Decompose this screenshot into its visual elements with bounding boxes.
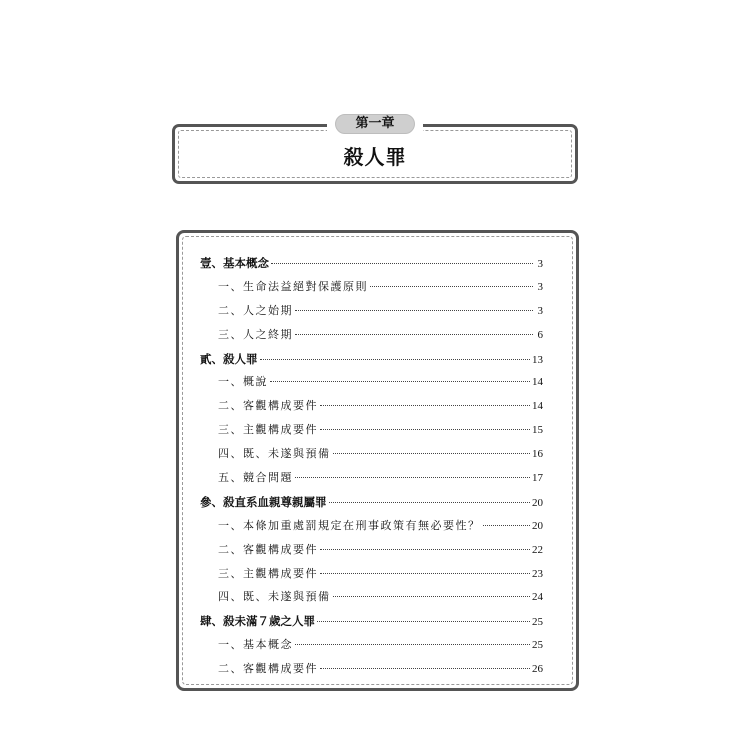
toc-entry-title: 一、生命法益絕對保護原則 (218, 279, 368, 293)
toc-entry-title: 一、基本概念 (218, 638, 293, 652)
toc-entry[interactable] (200, 374, 543, 398)
toc-entry-title: 肆、殺未滿７歲之人罪 (200, 614, 315, 629)
toc-entry[interactable] (200, 613, 543, 637)
toc-entry-title: 壹、基本概念 (200, 256, 269, 270)
toc-page-number: 6 (537, 328, 543, 341)
toc-entry[interactable] (200, 566, 543, 590)
toc-entry-title: 參、殺直系血親尊親屬罪 (200, 494, 327, 509)
toc-leader-dots (320, 429, 530, 430)
toc-entry-title: 一、本條加重處罰規定在刑事政策有無必要性？ (218, 518, 481, 532)
toc-leader-dots (317, 621, 530, 622)
toc-page-number: 3 (537, 304, 543, 317)
toc-entry-title: 四、既、未遂與預備 (218, 447, 331, 461)
toc-entry[interactable] (200, 494, 543, 518)
toc-leader-dots (320, 573, 530, 574)
toc-entry-title: 二、客觀構成要件 (218, 399, 318, 413)
toc-entry-title: 三、主觀構成要件 (218, 423, 318, 437)
toc-entry-title: 二、客觀構成要件 (218, 662, 318, 676)
toc-leader-dots (270, 381, 530, 382)
toc-page-number: 14 (532, 400, 543, 413)
toc-entry[interactable] (200, 422, 543, 446)
toc-entry-title: 三、人之終期 (218, 327, 293, 341)
toc-entry[interactable] (200, 518, 543, 542)
toc-entry-title: 二、人之始期 (218, 303, 293, 317)
toc-entry[interactable] (200, 255, 543, 279)
toc-page-number: 23 (532, 567, 543, 580)
toc-page-number: 13 (532, 353, 543, 366)
toc-leader-dots (333, 453, 531, 454)
toc-leader-dots (295, 477, 530, 478)
toc-entry[interactable] (200, 637, 543, 661)
toc-entry-title: 一、概說 (218, 375, 268, 389)
toc-leader-dots (320, 549, 530, 550)
toc-entry[interactable] (200, 661, 543, 685)
toc-page-number: 15 (532, 424, 543, 437)
toc-entry-title: 三、主觀構成要件 (218, 566, 318, 580)
toc-entry-title: 二、客觀構成要件 (218, 542, 318, 556)
toc-page-number: 25 (532, 639, 543, 652)
table-of-contents (200, 255, 543, 685)
toc-leader-dots (295, 644, 530, 645)
toc-entry-title: 五、競合問題 (218, 471, 293, 485)
toc-leader-dots (333, 596, 531, 597)
toc-page-number: 24 (532, 591, 543, 604)
toc-page-number: 20 (532, 496, 543, 509)
toc-page-number: 14 (532, 376, 543, 389)
toc-leader-dots (295, 334, 533, 335)
toc-page-number: 20 (532, 519, 543, 532)
chapter-label (327, 113, 423, 135)
toc-entry[interactable] (200, 351, 543, 375)
toc-entry[interactable] (200, 327, 543, 351)
toc-leader-dots (320, 668, 530, 669)
toc-page-number: 22 (532, 543, 543, 556)
chapter-title: 殺人罪 (343, 145, 407, 169)
toc-entry[interactable] (200, 446, 543, 470)
chapter-number-pill: 第一章 (335, 114, 415, 134)
toc-entry[interactable] (200, 542, 543, 566)
toc-entry[interactable] (200, 589, 543, 613)
toc-page-number: 16 (532, 448, 543, 461)
toc-entry[interactable] (200, 470, 543, 494)
toc-page-number: 17 (532, 472, 543, 485)
toc-entry[interactable] (200, 279, 543, 303)
toc-entry[interactable] (200, 398, 543, 422)
toc-leader-dots (320, 405, 530, 406)
toc-leader-dots (329, 502, 531, 503)
toc-leader-dots (260, 359, 531, 360)
toc-page-number: 3 (537, 258, 543, 270)
toc-leader-dots (483, 525, 531, 526)
toc-leader-dots (271, 263, 533, 264)
toc-entry-title: 貳、殺人罪 (200, 351, 258, 366)
toc-leader-dots (370, 286, 533, 287)
toc-page-number: 26 (532, 663, 543, 676)
toc-entry-title: 四、既、未遂與預備 (218, 590, 331, 604)
toc-leader-dots (295, 310, 533, 311)
toc-page-number: 3 (537, 280, 543, 293)
toc-entry[interactable] (200, 303, 543, 327)
toc-page-number: 25 (532, 616, 543, 629)
